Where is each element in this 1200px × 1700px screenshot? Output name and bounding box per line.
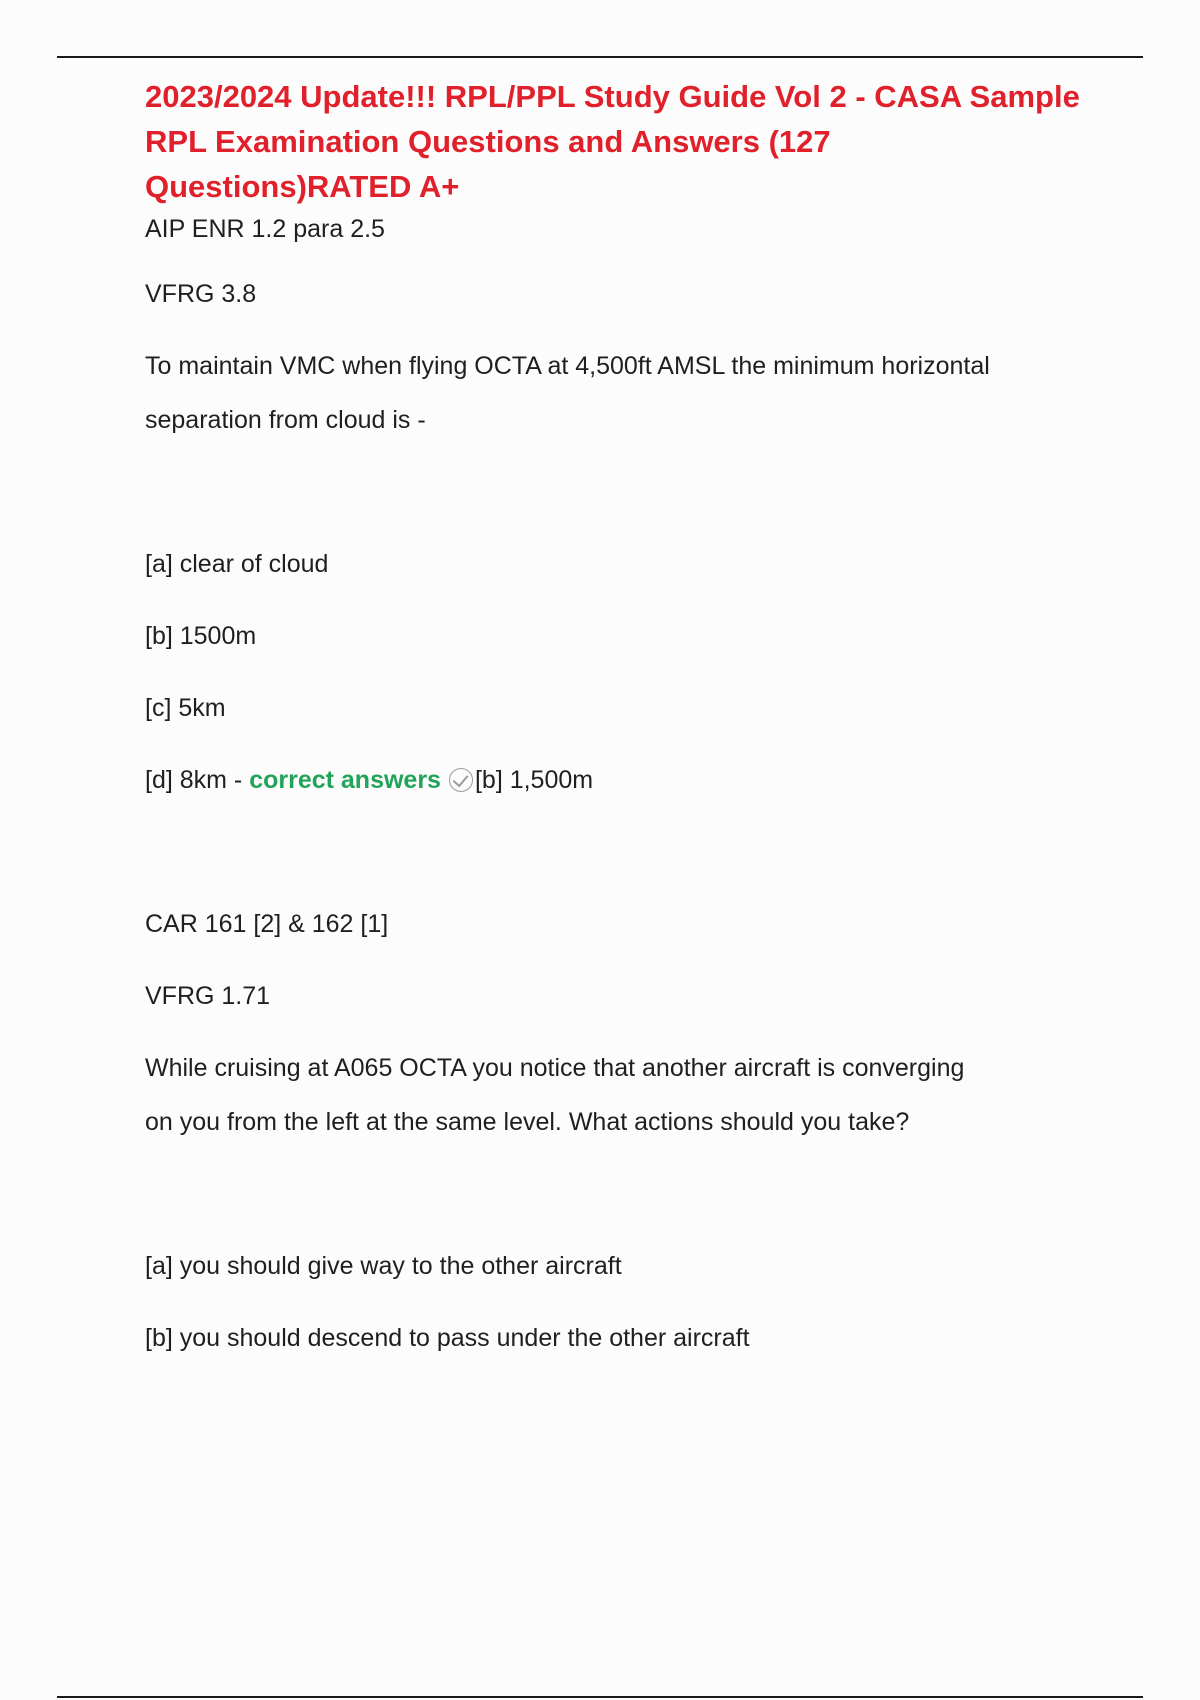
question-text-line-2: on you from the left at the same level. What actions should you take? [145, 1108, 910, 1136]
document-body [145, 74, 1105, 1365]
top-rule [57, 56, 1143, 58]
question-text-line-1: To maintain VMC when flying OCTA at 4,500ft AMSL the minimum horizontal [145, 352, 990, 380]
bottom-rule [57, 1696, 1143, 1698]
reference-vfrg: VFRG 1.71 [145, 982, 271, 1010]
option-c: [c] 5km [145, 694, 226, 722]
option-d [145, 753, 1105, 807]
question-text-line-1: While cruising at A065 OCTA you notice that another aircraft is converging [145, 1054, 965, 1082]
option-d-text: [d] 8km - [145, 766, 250, 794]
reference-aip: AIP ENR 1.2 para 2.5 [145, 215, 385, 243]
correct-answers-label: correct answers [249, 766, 441, 794]
answer-value: [b] 1,500m [474, 766, 594, 794]
option-a: [a] you should give way to the other aircraft [145, 1252, 622, 1280]
question-block-1 [145, 209, 1105, 807]
question-block-2 [145, 897, 1105, 1365]
reference-vfrg: VFRG 3.8 [145, 280, 257, 308]
check-circle-icon [449, 768, 473, 792]
reference-car: CAR 161 [2] & 162 [1] [145, 910, 389, 938]
document-title: 2023/2024 Update!!! RPL/PPL Study Guide Vol 2 - CASA Sample RPL Examination Questions and Answers (127 Questions)RATED A+ [145, 79, 1080, 204]
option-b: [b] 1500m [145, 622, 257, 650]
question-text-line-2: separation from cloud is - [145, 406, 426, 434]
option-a: [a] clear of cloud [145, 550, 329, 578]
option-b: [b] you should descend to pass under the other aircraft [145, 1324, 750, 1352]
